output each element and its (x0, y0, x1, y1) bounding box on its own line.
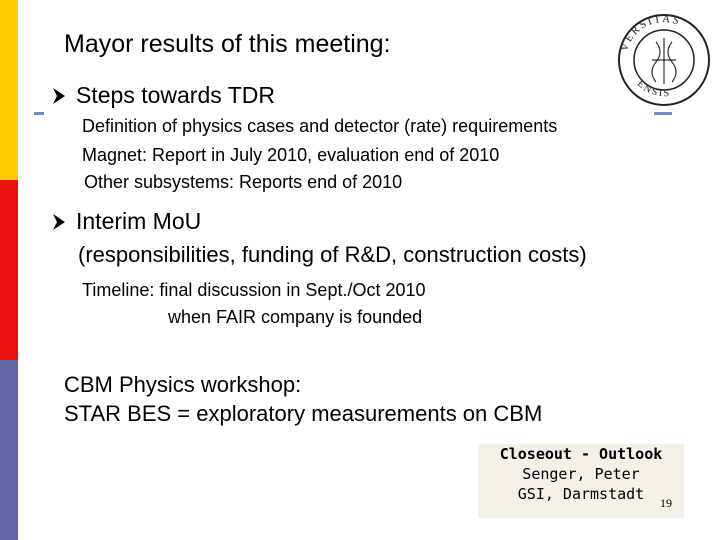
arrow-bullet-icon (52, 87, 66, 105)
divider-left (34, 112, 44, 115)
side-bar-purple (0, 360, 18, 540)
text-line: Timeline: final discussion in Sept./Oct 2010 (82, 280, 426, 300)
bullet-interim-mou (52, 208, 201, 235)
text-line: Definition of physics cases and detector (rate) requirements (82, 116, 558, 136)
text-line: Magnet: Report in July 2010, evaluation end of 2010 (82, 145, 500, 165)
closeout-title: Closeout - Outlook (499, 445, 663, 463)
closeout-box (478, 444, 684, 518)
closeout-author: Senger, Peter (522, 465, 640, 483)
workshop-line: CBM Physics workshop: (64, 372, 302, 397)
text-line: Other subsystems: Reports end of 2010 (84, 172, 403, 192)
section-heading: Steps towards TDR (76, 82, 275, 108)
closeout-affiliation: GSI, Darmstadt (517, 485, 645, 503)
slide-title: Mayor results of this meeting: (64, 30, 391, 58)
svg-text:VERSITAS: VERSITAS (618, 12, 683, 53)
university-seal-icon (616, 12, 712, 108)
bullet-steps-towards-tdr (52, 82, 275, 109)
side-bar-red (0, 180, 18, 360)
page-number: 19 (660, 496, 672, 510)
text-line: when FAIR company is founded (168, 307, 423, 327)
workshop-line: STAR BES = exploratory measurements on CBM (64, 401, 543, 426)
arrow-bullet-icon (52, 213, 66, 231)
section-heading: Interim MoU (76, 208, 202, 234)
section-subheading: (responsibilities, funding of R&D, construction costs) (78, 242, 587, 267)
divider-right (654, 112, 672, 115)
svg-text:ENSIS: ENSIS (634, 78, 672, 100)
side-bar-yellow (0, 0, 18, 180)
